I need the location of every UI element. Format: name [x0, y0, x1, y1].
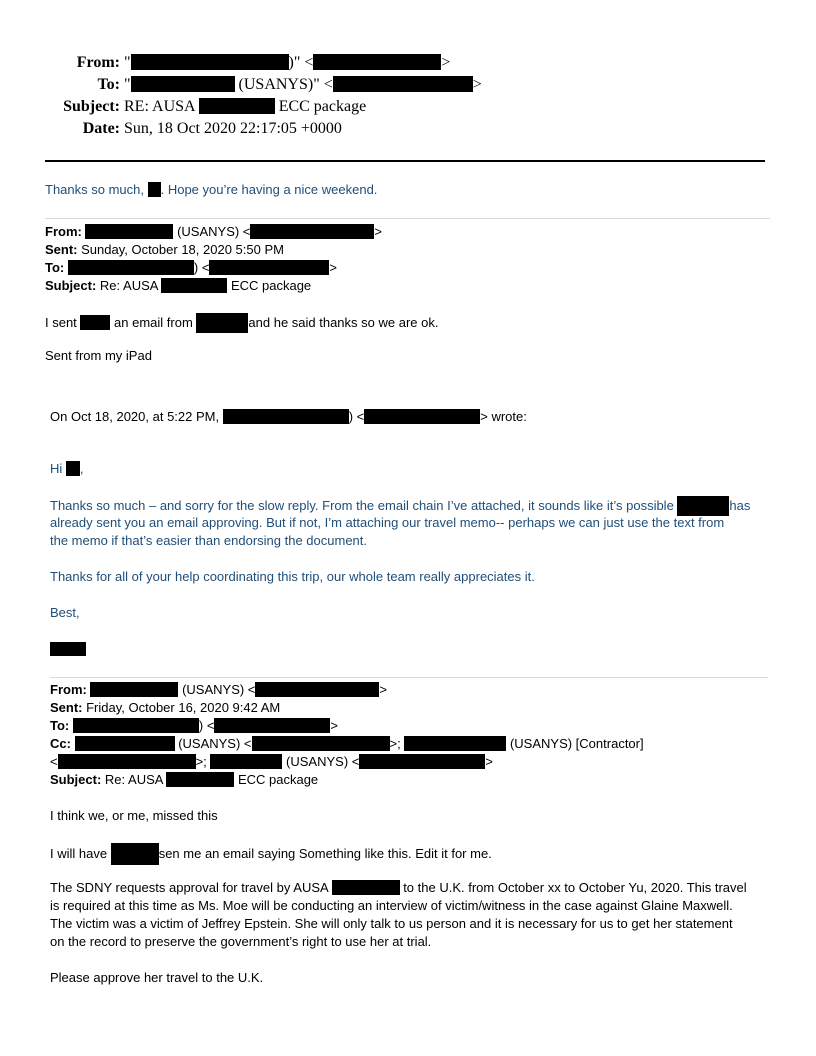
msg4-para-line3: The victim was a victim of Jeffrey Epstein. She will only talk to us person and it is necessary for us to get her statement [50, 916, 733, 931]
redaction [333, 76, 473, 92]
redaction [404, 736, 506, 751]
redaction [210, 754, 282, 769]
msg4-to: To: ) < > [50, 718, 339, 733]
date-value: Sun, 18 Oct 2020 22:17:05 +0000 [124, 120, 342, 137]
msg4-closing: Please approve her travel to the U.K. [50, 970, 264, 985]
from-value: " )" < > [124, 54, 451, 71]
redaction [359, 754, 485, 769]
msg4-cc: Cc: (USANYS) < >; (USANYS) [Contractor] [50, 736, 644, 751]
redaction [209, 260, 329, 275]
reply-line: Thanks so much, . Hope you’re having a nice weekend. [45, 182, 378, 197]
msg4-para-line2: is required at this time as Ms. Moe will be conducting an interview of victim/witness in the case against Glaine Maxwell. [50, 898, 733, 913]
redaction [252, 736, 390, 751]
redaction [332, 880, 400, 895]
redaction [250, 224, 374, 239]
message-separator [45, 218, 770, 219]
msg2-body-line: I sent an email from and he said thanks so we are ok. [45, 313, 438, 333]
msg3-p1-line1: Thanks so much – and sorry for the slow reply. From the email chain I’ve attached, it sounds like it’s possible has [50, 496, 750, 516]
msg3-attribution: On Oct 18, 2020, at 5:22 PM, ) < > wrote: [50, 409, 527, 424]
message-separator [50, 677, 768, 678]
msg4-sent: Sent: Friday, October 16, 2020 9:42 AM [50, 700, 281, 715]
redaction [255, 682, 379, 697]
msg4-subject: Subject: Re: AUSA ECC package [50, 772, 319, 787]
from-label: From: [76, 54, 120, 71]
date-label: Date: [82, 120, 120, 137]
redaction [66, 461, 80, 476]
redaction [199, 98, 275, 114]
msg2-from: From: (USANYS) < > [45, 224, 382, 239]
redaction [161, 278, 227, 293]
redaction [68, 260, 194, 275]
msg2-sent: Sent: Sunday, October 18, 2020 5:50 PM [45, 242, 284, 257]
header-divider [45, 160, 765, 162]
redaction [196, 313, 248, 333]
msg4-para-line4: on the record to preserve the government’s right to use her at trial. [50, 934, 432, 949]
msg2-signature: Sent from my iPad [45, 348, 152, 363]
redaction [75, 736, 175, 751]
msg4-para-line1: The SDNY requests approval for travel by AUSA to the U.K. from October xx to October Yu, 2020. This travel [50, 880, 747, 895]
redaction [131, 54, 289, 70]
redaction [85, 224, 173, 239]
msg3-p1-line2: already sent you an email approving. But if not, I’m attaching our travel memo-- perhaps we can just use the text from [50, 515, 725, 530]
redaction [90, 682, 178, 697]
msg3-p2: Thanks for all of your help coordinating this trip, our whole team really appreciates it. [50, 569, 535, 584]
to-label: To: [97, 76, 120, 93]
redaction [166, 772, 234, 787]
msg4-body2: I will have sen me an email saying Something like this. Edit it for me. [50, 843, 492, 865]
redaction [364, 409, 480, 424]
redaction [677, 496, 729, 516]
subject-value: RE: AUSA ECC package [124, 98, 367, 115]
redaction [223, 409, 349, 424]
msg2-to: To: ) < > [45, 260, 338, 275]
signature-redaction [50, 642, 86, 656]
msg3-greeting: Hi , [50, 461, 84, 476]
msg3-closing: Best, [50, 605, 80, 620]
redaction [313, 54, 441, 70]
redaction [58, 754, 196, 769]
subject-label: Subject: [63, 98, 120, 115]
msg3-p1-line3: the memo if that’s easier than endorsing the document. [50, 533, 368, 548]
msg4-cc-cont: < >; (USANYS) < > [50, 754, 493, 769]
msg4-from: From: (USANYS) < > [50, 682, 387, 697]
msg2-subject: Subject: Re: AUSA ECC package [45, 278, 312, 293]
redaction [80, 315, 110, 330]
redaction [131, 76, 235, 92]
redaction [73, 718, 199, 733]
msg4-body1: I think we, or me, missed this [50, 808, 218, 823]
redaction [111, 843, 159, 865]
redaction [214, 718, 330, 733]
to-value: " (USANYS)" < > [124, 76, 482, 93]
redaction [148, 182, 161, 197]
